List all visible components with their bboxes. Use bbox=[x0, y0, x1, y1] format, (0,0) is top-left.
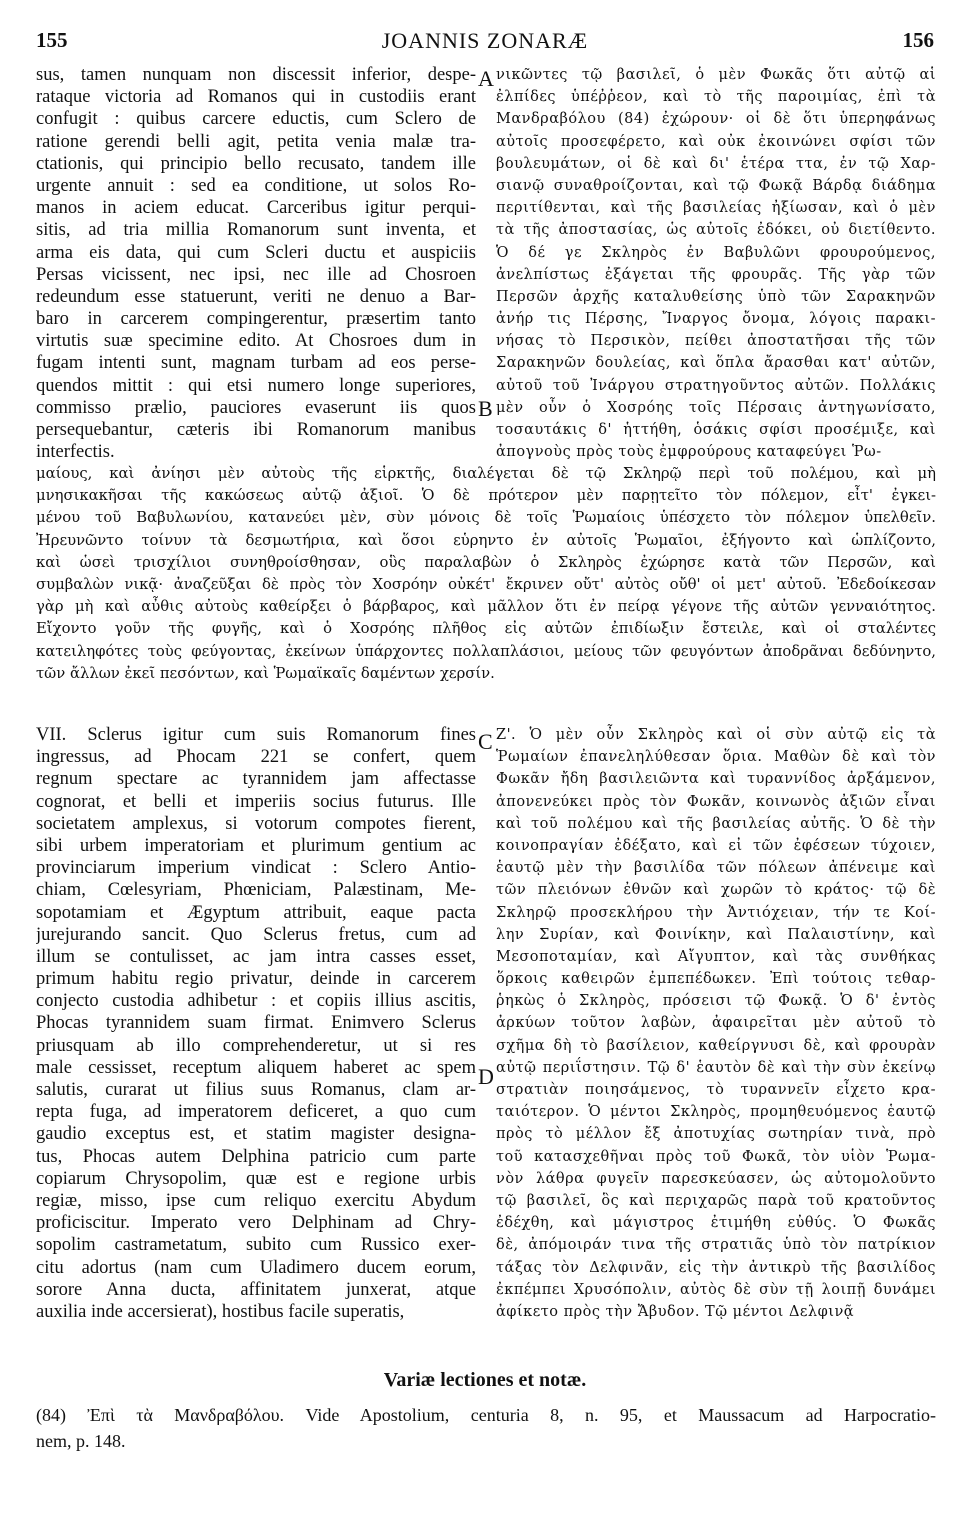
latin-text-line: illum se contulisset, ac jam intra casses esset, bbox=[36, 946, 476, 967]
greek-text-line: ταιότερον. Ὁ μέντοι Σκληρὸς, προμηθευόμενος ἑαυτῷ bbox=[496, 1104, 936, 1121]
latin-text-line: Persas vicissent, nec ipsi, nec ille ad Chosroen bbox=[36, 264, 476, 285]
latin-text-line: ctationis, qui principio bello recusato, tandem ille bbox=[36, 153, 476, 174]
latin-text-line: auxilia inde accersierat), hostibus facile superatis, bbox=[36, 1301, 405, 1322]
latin-text-line: primum habitu regio privatur, deinde in carcerem bbox=[36, 969, 476, 990]
latin-text-line: persequebantur, cæteris ibi Romanorum manibus bbox=[36, 420, 476, 440]
greek-text-line: ἐλπίδες ὑπέῤῥεον, καὶ τὸ τῆς παροιμίας, ἐπὶ τὰ bbox=[496, 89, 936, 106]
greek-text-line: ἐδέχθη, καὶ μάγιστρος ἐτιμήθη εὐθύς. Ὁ Φωκᾶς bbox=[496, 1215, 936, 1232]
latin-text-line: Phocas tyrannidem suam firmat. Enimvero Sclerus bbox=[36, 1013, 476, 1034]
latin-text-line: virtutis suæ specimine edito. At Chosroes dum in bbox=[36, 331, 476, 352]
greek-text-line: ἀπογνοὺς πρὸς τοὺς ἐμφρούρους καταφεύγει Ῥω- bbox=[496, 444, 882, 461]
page-number-left: 155 bbox=[36, 28, 68, 52]
latin-text-line: sopotamiam et Ægyptum attribuit, eaque pacta bbox=[36, 902, 476, 923]
greek-text-line: αὐτοῖς προσεφέρετο, καὶ οὐκ ἐκοινώνει σφίσι τῶν bbox=[496, 133, 936, 150]
greek-text-line: σχῆμα δὴ τὸ βασίλειον, καθείργνυσι δὲ, καὶ φρουρὰν bbox=[496, 1037, 936, 1054]
latin-text-line: copiarum Chrysopolim, quæ est e regione urbis bbox=[36, 1168, 476, 1189]
greek-text-line: τάξας τὸν Δελφινᾶν, εἰς τὴν ἀντικρὺ τῆς βασιλίδος bbox=[496, 1259, 936, 1276]
greek-text-line: Μεσοποταμίαν, καὶ Αἴγυπτον, καὶ τὰς συνθήκας bbox=[496, 948, 936, 965]
margin-marker-c: C bbox=[478, 729, 493, 754]
greek-text-line: κοινοπραγίαν ἐδέξατο, καὶ εἰ τῶν ἐφέσεων τύχοιεν, bbox=[496, 837, 936, 854]
latin-text-line: fugam intenti sunt, magnam turbam ad eos perse- bbox=[36, 353, 476, 374]
greek-text-line: ἐκπέμπει Χρυσόπολιν, αὐτὸς δὲ σὺν τῇ λοιπῇ δυνάμει bbox=[496, 1281, 936, 1298]
greek-text-line: νικῶντες τῷ βασιλεῖ, ὁ μὲν Φωκᾶς ὅτι αὐτῷ αἱ bbox=[496, 67, 936, 83]
greek-text-line: καὶ ὡσεὶ τρισχίλιοι συνηθροίσθησαν, οὓς παραλαβὼν ὁ Σκληρὸς ἐχώρησε κατὰ τῶν Περσῶν, καὶ bbox=[36, 553, 936, 571]
greek-text-line: τὰ τῆς ἀποστασίας, ὡς αὐτοῖς ἐδόκει, οὐ διετίθεντο. bbox=[496, 222, 936, 239]
latin-column-bottom bbox=[36, 724, 476, 1323]
footnote-line: nem, p. 148. bbox=[36, 1431, 126, 1451]
greek-text-line: κατειληφότες τοὺς φεύγοντας, ἐκείνων ὑπάρχοντες πολλαπλάσιοι, μείους τῶν φευγόντων ἀποδρᾶναι δεδύνηντο, bbox=[36, 642, 936, 660]
latin-text-line: sopolim castrametatum, subito cum Russico exer- bbox=[36, 1235, 476, 1256]
footnote-block bbox=[36, 1402, 936, 1454]
greek-text-line: Ἠρευνῶντο τοίνυν τὰ δεσμωτήρια, καὶ ὅσοι εὑρηντο ἐν αὐτοῖς Ῥωμαῖοι, ἐξήγοντο καὶ ὡπλίζοντο, bbox=[36, 531, 936, 549]
greek-text-line: πρὸς τὸ μέλλον ἔξ ἀποτυχίας σωτηρίαν τινὰ, πρὸ bbox=[496, 1126, 936, 1143]
latin-text-line: urgente annuit : sed ea conditione, ut solos Ro- bbox=[36, 175, 476, 196]
greek-text-line: ὅρκοις καθειρῶν ἐμπεπέδωκεν. Ἐπὶ τούτοις τεθαρ- bbox=[496, 971, 936, 988]
greek-text-line: αὐτῷ περιΐστησιν. Τῷ δ' ἑαυτὸν δὲ καὶ τὴν σὺν ἐκείνῳ bbox=[496, 1059, 936, 1076]
greek-text-line: ἑαυτῷ μὲν τὴν βασιλίδα τῶν πόλεων ἀπένειμε καὶ bbox=[496, 860, 936, 877]
greek-column-top bbox=[496, 64, 936, 463]
latin-column-top bbox=[36, 64, 476, 463]
latin-text-line: male cessisset, receptum aliquem haberet ac spem bbox=[36, 1057, 476, 1078]
running-title: JOANNIS ZONARÆ bbox=[381, 28, 589, 53]
greek-text-line: καὶ τοῦ πολέμου καὶ τῆς βασιλείας αὐτῆς. Ὁ δὲ τὴν bbox=[496, 815, 936, 832]
latin-text-line: salutis, curarat ut filius suus Romanus, clam ar- bbox=[36, 1080, 476, 1100]
greek-text-line: στρατιὰν ποιησάμενος, τὸ τυραννεῖν εἶχετο κρα- bbox=[496, 1082, 936, 1098]
latin-text-line: ratione gerendi belli agit, petita venia malæ tra- bbox=[36, 131, 476, 152]
greek-text-line: τῶν ἄλλων ἐκεῖ πεσόντων, καὶ Ῥωμαϊκαῖς δαμέντων χερσίν. bbox=[36, 664, 495, 682]
greek-text-line: μαίους, καὶ ἀνίησι μὲν αὐτοὺς τῆς εἱρκτῆς, διαλέγεται δὲ τῷ Σκληρῷ περὶ τοῦ πολέμου, καὶ μὴ bbox=[36, 465, 936, 482]
footnote-line: (84) Ἐπὶ τὰ Μανδραβόλου. Vide Apostolium, centuria 8, n. 95, et Maussacum ad Harpocratio- bbox=[36, 1405, 936, 1425]
greek-text-line: ἀρκύων τοῦτον λαβὼν, ἀφαιρεῖται μὲν αὐτοῦ τὸ bbox=[496, 1015, 936, 1032]
latin-text-line: regiæ, misso, ipse cum reliquo exercitu Abydum bbox=[36, 1190, 476, 1211]
latin-text-line: cognorat, et belli et imperiis socius futurus. Ille bbox=[36, 791, 476, 812]
latin-text-line: confugit : quibus carcere eductis, cum Sclero de bbox=[36, 109, 476, 130]
greek-text-line: Φωκᾶν ἤδη βασιλειῶντα καὶ τυραννίδος ἀρξάμενον, bbox=[496, 771, 936, 788]
latin-text-line: interfectis. bbox=[36, 442, 115, 463]
latin-text-line: redeundum esse statuerunt, veriti ne denuo a Bar- bbox=[36, 286, 476, 307]
greek-text-line: τῷ βασιλεῖ, ὃς καὶ περιχαρῶς παρὰ τοῦ κρατοῦντος bbox=[496, 1192, 936, 1209]
latin-text-line: citu adortus (nam cum Uladimero ducem eorum, bbox=[36, 1257, 476, 1278]
greek-text-line: περιτίθενται, καὶ τῆς βασιλείας ἠξίωσαν, καὶ ὁ μὲν bbox=[496, 200, 936, 217]
greek-text-line: συμβαλὼν νικᾷ· ἀναζεῦξαι δὲ πρὸς τὸν Χοσρόην οὐκέτ' ἔκρινεν οὔτ' αὐτὸς οὔθ' οἱ μετ' αὐτοῦ. Ἐδεδοίκεσαν bbox=[36, 575, 936, 593]
greek-text-line: Ζ'. Ὁ μὲν οὖν Σκληρὸς καὶ οἱ σὺν αὐτῷ εἰς τὰ bbox=[496, 727, 936, 743]
greek-column-bottom bbox=[496, 724, 936, 1323]
greek-text-line: Εἴχοντο γοῦν τῆς φυγῆς, καὶ ὁ Χοσρόης πλῆθος εἰς αὐτῶν ἐπιδίωξιν ἔστειλε, καὶ οἱ σταλέντες bbox=[36, 620, 936, 638]
greek-text-line: Ὁ δέ γε Σκληρὸς ἐν Βαβυλῶνι φρουρούμενος, bbox=[496, 244, 936, 261]
latin-text-line: proficiscitur. Imperato vero Delphinam ad Chry- bbox=[36, 1213, 476, 1234]
latin-text-line: gaudio exceptus est, et statim magister designa- bbox=[36, 1124, 476, 1145]
greek-text-line: ἀνελπίστως ἐξάγεται τῆς φρουρᾶς. Τῆς γὰρ τῶν bbox=[496, 266, 936, 283]
latin-text-line: sitis, ad tria millia Romanorum sunt inventa, et bbox=[36, 220, 476, 241]
greek-text-line: μνησικακῆσαι τῆς κακώσεως αὐτῷ ἀξιοῖ. Ὁ δὲ πρότερον μὲν παρῃτεῖτο τὸν πόλεμον, εἶτ' ἐγκει- bbox=[36, 487, 936, 505]
greek-text-line: ῥηκὼς ὁ Σκληρὸς, πρόσεισι τῷ Φωκᾷ. Ὁ δ' ἐντὸς bbox=[496, 993, 936, 1010]
latin-text-line: jurejurando sancit. Quo Sclerus fretus, cum ad bbox=[36, 924, 476, 945]
greek-text-line: ἀνήρ τις Πέρσης, Ἴναργος ὄνομα, λόγοις παρακι- bbox=[496, 311, 936, 328]
latin-text-line: tus, Phocas autem Delphina patricio cum parte bbox=[36, 1146, 476, 1167]
latin-text-line: commisso prælio, pauciores evaserunt iis quos bbox=[36, 397, 476, 418]
greek-text-line: Περσῶν ἀρχῆς καταλυθείσης ὑπὸ τῶν Σαρακηνῶν bbox=[496, 288, 936, 305]
greek-text-line: γὰρ μὴ καὶ αὖθις αὐτοὺς καθείρξει ὁ βάρβαρος, καὶ μᾶλλον ὅτι ἐν πείρᾳ γέγονε τῆς αὐτῶν γενναιότητος. bbox=[36, 598, 936, 616]
latin-text-line: quendos mittit : qui etsi numero longe superiores, bbox=[36, 375, 476, 396]
latin-text-line: arma eis data, qui cum Scleri ductu et auspiciis bbox=[36, 242, 476, 263]
page-number-right: 156 bbox=[902, 28, 934, 52]
greek-text-line: μένου τοῦ Βαβυλωνίου, κατανεύει μὲν, σὺν μόνοις δὲ τοῖς Ῥωμαίοις ὑπέσχετο τὸν πόλεμον ὑπελθεῖν. bbox=[36, 509, 936, 527]
greek-text-line: νὸν λάθρα φυγεῖν παρεσκεύασεν, ὡς αὐτομολοῦντο bbox=[496, 1170, 936, 1187]
latin-text-line: priusquam ab illo comprehenderetur, ut si res bbox=[36, 1035, 476, 1056]
margin-marker-a: A bbox=[478, 66, 494, 91]
margin-marker-b: B bbox=[478, 396, 493, 421]
greek-text-line: βουλευμάτων, οἱ δὲ καὶ δι' ἑτέρα ττα, ἐν τῷ Χαρ- bbox=[496, 155, 936, 172]
latin-text-line: sorore Anna ducta, affinitatem junxerat, atque bbox=[36, 1279, 476, 1300]
latin-text-line: sibi urbem imperatoriam et plurimum gentium ac bbox=[36, 835, 476, 856]
greek-text-line: τῶν πλειόνων ἐθνῶν καὶ χωρῶν τὸ κράτος· τῷ δὲ bbox=[496, 882, 936, 899]
latin-text-line: rataque victoria ad Romanos qui in custodiis erant bbox=[36, 87, 476, 108]
margin-marker-d: D bbox=[478, 1064, 494, 1089]
running-header bbox=[36, 28, 934, 56]
greek-full-width-block bbox=[36, 463, 936, 685]
latin-text-line: societatem amplexus, si votorum compotes fierent, bbox=[36, 813, 476, 834]
latin-text-line: manos in aciem educat. Carceribus igitur perqui- bbox=[36, 198, 476, 219]
latin-text-line: VII. Sclerus igitur cum suis Romanorum fines bbox=[36, 725, 476, 745]
greek-text-line: Ῥωμαίων ἐπανεληλύθεσαν ὅρια. Μαθὼν δὲ καὶ τὸν bbox=[496, 749, 936, 766]
greek-text-line: δὲ, ἀπόμοιράν τινα τῆς στρατιᾶς ὑπὸ τὸν πατρίκιον bbox=[496, 1237, 936, 1254]
greek-text-line: αὐτοῦ τοῦ Ἰνάργου στρατηγοῦντος αὐτῶν. Πολλάκις bbox=[496, 377, 936, 394]
greek-text-line: νήσας τὸ Περσικὸν, πείθει ἀποστατῆσαι τῆς τῶν bbox=[496, 333, 936, 350]
latin-text-line: provinciarum imperium vindicat : Sclero Antio- bbox=[36, 858, 476, 879]
greek-text-line: λην Συρίαν, καὶ Φοινίκην, καὶ Παλαιστίνην, καὶ bbox=[496, 926, 936, 943]
latin-text-line: repta fuga, ad imperatorem deficeret, a quo cum bbox=[36, 1102, 476, 1123]
greek-text-line: ἀπονενεύκει πρὸς τὸν Φωκᾶν, κοινωνὸς ἀξιῶν εἶναι bbox=[496, 793, 936, 810]
greek-text-line: τοσαυτάκις δ' ἡττήθη, ὁσάκις σφίσι προσέμιξε, καὶ bbox=[496, 422, 936, 438]
greek-text-line: τοῦ κατασχεθῆναι πρὸς τοῦ Φωκᾶ, τὸν υἱὸν Ῥωμα- bbox=[496, 1148, 936, 1165]
greek-text-line: Σκληρῷ προσεκλήρου τὴν Ἀντιόχειαν, τήν τε Κοί- bbox=[496, 904, 936, 921]
latin-text-line: chiam, Cœlesyriam, Phœniciam, Palæstinam, Me- bbox=[36, 880, 476, 901]
greek-text-line: σιανῷ συναθροίζονται, καὶ τῷ Φωκᾷ Βάρδᾳ διάδημα bbox=[496, 177, 936, 194]
latin-text-line: regnum spectare ac tyrannidem jam affectasse bbox=[36, 769, 476, 790]
latin-text-line: ingressus, ad Phocam 221 se confert, quem bbox=[36, 747, 476, 768]
latin-text-line: sus, tamen nunquam non discessit inferior, despe- bbox=[36, 65, 476, 85]
latin-text-line: conjecto custodia adhibetur : et copiis illius ascitis, bbox=[36, 991, 476, 1012]
greek-text-line: Μανδραβόλου (84) ἐχώρουν· οἱ δὲ ὅτι ὑπερηφάνως bbox=[496, 111, 936, 128]
greek-text-line: Σαρακηνῶν δουλείας, καὶ ὅπλα ἄρασθαι κατ' αὐτῶν, bbox=[496, 355, 936, 372]
notes-heading: Variæ lectiones et notæ. bbox=[383, 1369, 587, 1391]
greek-text-line: μὲν οὖν ὁ Χοσρόης τοῖς Πέρσαις ἀντηγωνίσατο, bbox=[496, 399, 936, 416]
greek-text-line: ἀφίκετο πρὸς τὴν Ἄβυδον. Τῷ μέντοι Δελφινᾷ bbox=[496, 1303, 855, 1320]
latin-text-line: baro in carcerem compingerentur, præsertim tanto bbox=[36, 309, 476, 330]
